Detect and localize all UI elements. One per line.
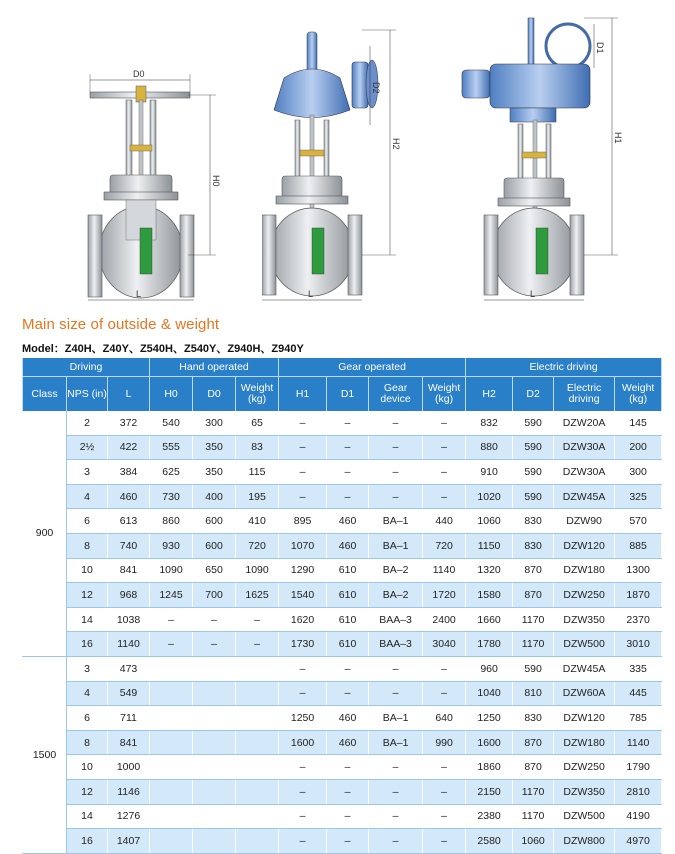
table-cell: 880 — [466, 435, 513, 460]
col-class: Class — [23, 377, 67, 412]
table-cell: 830 — [513, 533, 554, 558]
table-cell — [193, 681, 236, 706]
table-cell: 460 — [327, 706, 369, 731]
col-l: L — [108, 377, 150, 412]
table-cell — [150, 779, 193, 804]
table-cell: DZW90 — [554, 509, 615, 534]
table-cell: 445 — [615, 681, 662, 706]
table-cell: – — [236, 607, 279, 632]
group-driving: Driving — [23, 358, 150, 377]
table-row — [23, 435, 662, 460]
table-cell: 990 — [423, 730, 466, 755]
table-cell: 8 — [67, 533, 108, 558]
table-cell: 1070 — [279, 533, 327, 558]
table-cell — [150, 829, 193, 854]
table-cell: – — [423, 681, 466, 706]
table-cell: 460 — [327, 533, 369, 558]
table-cell: 590 — [513, 460, 554, 485]
table-cell — [150, 706, 193, 731]
hand-operated-valve-drawing — [70, 0, 240, 305]
table-cell — [236, 829, 279, 854]
table-cell: 3040 — [423, 632, 466, 657]
table-cell: 711 — [108, 706, 150, 731]
table-cell: 830 — [513, 509, 554, 534]
table-cell: DZW250 — [554, 583, 615, 608]
table-cell: 2370 — [615, 607, 662, 632]
table-cell — [193, 829, 236, 854]
table-cell: – — [369, 435, 423, 460]
table-cell: 1276 — [108, 804, 150, 829]
table-cell: – — [193, 632, 236, 657]
table-cell — [236, 706, 279, 731]
table-cell: – — [150, 632, 193, 657]
table-cell: – — [150, 607, 193, 632]
table-cell: – — [369, 804, 423, 829]
table-cell — [236, 656, 279, 681]
table-cell: – — [327, 435, 369, 460]
table-cell: 10 — [67, 558, 108, 583]
table-cell: 555 — [150, 435, 193, 460]
table-cell: 1150 — [466, 533, 513, 558]
dim-h1-label: H1 — [613, 132, 623, 144]
col-electric-driving: Electric driving — [554, 377, 615, 412]
table-cell: 300 — [193, 411, 236, 435]
col-h1: H1 — [279, 377, 327, 412]
size-weight-table — [22, 358, 662, 854]
table-cell: 870 — [513, 730, 554, 755]
table-cell: 2380 — [466, 804, 513, 829]
table-cell: 65 — [236, 411, 279, 435]
table-cell: 870 — [513, 755, 554, 780]
table-cell: – — [327, 755, 369, 780]
dim-l-label-gear: L — [308, 289, 314, 299]
table-row — [23, 558, 662, 583]
table-cell: BA–1 — [369, 509, 423, 534]
table-cell: 1250 — [466, 706, 513, 731]
table-cell: 841 — [108, 730, 150, 755]
table-cell: 10 — [67, 755, 108, 780]
table-cell: – — [327, 484, 369, 509]
table-cell: 1140 — [423, 558, 466, 583]
table-cell — [193, 755, 236, 780]
table-cell — [193, 656, 236, 681]
model-line: Model：Z40H、Z40Y、Z540H、Z540Y、Z940H、Z940Y — [22, 343, 304, 355]
col-nps: NPS (in) — [67, 377, 108, 412]
table-cell: DZW350 — [554, 779, 615, 804]
table-cell: 1170 — [513, 804, 554, 829]
table-cell: 600 — [193, 533, 236, 558]
dim-d2-label: D2 — [371, 82, 381, 94]
table-cell: 590 — [513, 411, 554, 435]
table-cell: 1040 — [466, 681, 513, 706]
table-column-header-row — [23, 377, 662, 412]
table-cell: 1060 — [513, 829, 554, 854]
table-cell — [150, 656, 193, 681]
table-cell: – — [236, 632, 279, 657]
table-cell: 841 — [108, 558, 150, 583]
table-cell: 740 — [108, 533, 150, 558]
section-title: Main size of outside & weight — [22, 316, 220, 333]
table-cell: 4 — [67, 484, 108, 509]
valve-drawings — [0, 0, 675, 310]
table-cell: BA–1 — [369, 730, 423, 755]
table-cell: BA–2 — [369, 558, 423, 583]
table-cell: 610 — [327, 607, 369, 632]
table-cell: 1720 — [423, 583, 466, 608]
table-cell: – — [279, 460, 327, 485]
table-cell: 785 — [615, 706, 662, 731]
col-d1: D1 — [327, 377, 369, 412]
table-cell: – — [279, 656, 327, 681]
table-cell: BA–2 — [369, 583, 423, 608]
dim-d0-label: D0 — [133, 69, 145, 79]
table-cell: 1170 — [513, 632, 554, 657]
table-cell: – — [369, 656, 423, 681]
table-cell: 960 — [466, 656, 513, 681]
table-cell: 1090 — [150, 558, 193, 583]
table-cell: – — [369, 484, 423, 509]
table-row — [23, 411, 662, 435]
table-cell: DZW500 — [554, 632, 615, 657]
group-hand-operated: Hand operated — [150, 358, 279, 377]
table-cell: 1790 — [615, 755, 662, 780]
table-cell: 372 — [108, 411, 150, 435]
table-cell: – — [279, 411, 327, 435]
table-cell: 460 — [327, 509, 369, 534]
table-cell: – — [423, 484, 466, 509]
table-cell: – — [327, 829, 369, 854]
table-cell: 720 — [236, 533, 279, 558]
table-cell: DZW120 — [554, 706, 615, 731]
table-cell: 1090 — [236, 558, 279, 583]
table-cell: 195 — [236, 484, 279, 509]
table-cell: 2 — [67, 411, 108, 435]
table-cell: DZW500 — [554, 804, 615, 829]
table-cell: – — [369, 829, 423, 854]
table-cell: 14 — [67, 804, 108, 829]
table-cell: BAA–3 — [369, 607, 423, 632]
table-cell: – — [423, 804, 466, 829]
table-row — [23, 656, 662, 681]
table-cell: 549 — [108, 681, 150, 706]
dim-d1-label: D1 — [595, 42, 605, 54]
col-weight-hand: Weight (kg) — [236, 377, 279, 412]
table-cell: 422 — [108, 435, 150, 460]
table-cell: 16 — [67, 829, 108, 854]
table-row — [23, 607, 662, 632]
table-cell: – — [279, 804, 327, 829]
table-cell: 610 — [327, 583, 369, 608]
table-cell: 968 — [108, 583, 150, 608]
table-cell: 2580 — [466, 829, 513, 854]
table-body — [23, 411, 662, 853]
table-cell: 6 — [67, 509, 108, 534]
table-cell: 200 — [615, 435, 662, 460]
table-cell: 8 — [67, 730, 108, 755]
table-cell: 12 — [67, 583, 108, 608]
col-h0: H0 — [150, 377, 193, 412]
table-cell: 540 — [150, 411, 193, 435]
table-cell: 570 — [615, 509, 662, 534]
table-cell: 473 — [108, 656, 150, 681]
table-cell: 600 — [193, 509, 236, 534]
table-cell: – — [369, 681, 423, 706]
table-cell — [236, 730, 279, 755]
table-cell: 83 — [236, 435, 279, 460]
table-cell: 2150 — [466, 779, 513, 804]
table-cell: 2810 — [615, 779, 662, 804]
table-row — [23, 460, 662, 485]
table-row — [23, 583, 662, 608]
table-cell: 1860 — [466, 755, 513, 780]
table-cell — [150, 681, 193, 706]
table-cell: – — [423, 829, 466, 854]
table-cell: 810 — [513, 681, 554, 706]
table-row — [23, 681, 662, 706]
class-cell: 900 — [23, 411, 67, 656]
dim-h0-label: H0 — [211, 175, 221, 187]
table-cell — [150, 755, 193, 780]
col-h2: H2 — [466, 377, 513, 412]
table-cell: 3 — [67, 460, 108, 485]
table-cell: BAA–3 — [369, 632, 423, 657]
table-cell: DZW800 — [554, 829, 615, 854]
table-cell: – — [423, 460, 466, 485]
table-cell: DZW45A — [554, 484, 615, 509]
table-cell: – — [369, 779, 423, 804]
table-cell: 1245 — [150, 583, 193, 608]
table-cell: 590 — [513, 484, 554, 509]
table-row — [23, 706, 662, 731]
table-cell: 870 — [513, 558, 554, 583]
table-cell: – — [423, 755, 466, 780]
table-cell: – — [423, 656, 466, 681]
table-cell: 930 — [150, 533, 193, 558]
table-cell: 590 — [513, 435, 554, 460]
table-cell: – — [327, 411, 369, 435]
table-row — [23, 779, 662, 804]
dim-l-label-electric: L — [530, 289, 536, 299]
table-cell: DZW250 — [554, 755, 615, 780]
table-cell: 145 — [615, 411, 662, 435]
table-cell: – — [423, 779, 466, 804]
table-cell: 830 — [513, 706, 554, 731]
table-cell: DZW30A — [554, 460, 615, 485]
table-cell: 3010 — [615, 632, 662, 657]
table-cell: 1620 — [279, 607, 327, 632]
table-cell: – — [279, 681, 327, 706]
table-cell: 16 — [67, 632, 108, 657]
table-cell: 1250 — [279, 706, 327, 731]
table-cell: 3 — [67, 656, 108, 681]
table-cell: DZW120 — [554, 533, 615, 558]
table-cell: DZW45A — [554, 656, 615, 681]
table-cell: 440 — [423, 509, 466, 534]
table-cell: 1020 — [466, 484, 513, 509]
table-cell: – — [327, 460, 369, 485]
table-cell — [193, 804, 236, 829]
table-cell: 1060 — [466, 509, 513, 534]
table-cell: 613 — [108, 509, 150, 534]
table-cell: 384 — [108, 460, 150, 485]
table-cell: 625 — [150, 460, 193, 485]
table-row — [23, 484, 662, 509]
table-cell — [236, 779, 279, 804]
table-cell: 1600 — [466, 730, 513, 755]
table-cell — [236, 804, 279, 829]
table-cell: 720 — [423, 533, 466, 558]
gear-operated-valve-drawing — [262, 0, 432, 305]
table-cell: 1625 — [236, 583, 279, 608]
group-gear-operated: Gear operated — [279, 358, 466, 377]
table-cell: 12 — [67, 779, 108, 804]
table-cell: 1000 — [108, 755, 150, 780]
table-cell: 1780 — [466, 632, 513, 657]
table-cell: – — [279, 755, 327, 780]
table-cell — [193, 706, 236, 731]
table-cell: 640 — [423, 706, 466, 731]
table-cell: 335 — [615, 656, 662, 681]
table-cell: – — [369, 411, 423, 435]
class-cell: 1500 — [23, 656, 67, 853]
table-cell: 1170 — [513, 607, 554, 632]
table-cell: 1140 — [108, 632, 150, 657]
table-cell: 460 — [108, 484, 150, 509]
table-cell: 2400 — [423, 607, 466, 632]
table-cell: 4970 — [615, 829, 662, 854]
table-cell: 895 — [279, 509, 327, 534]
table-cell: 730 — [150, 484, 193, 509]
table-cell: 910 — [466, 460, 513, 485]
table-cell: DZW180 — [554, 730, 615, 755]
table-cell: – — [327, 681, 369, 706]
table-row — [23, 509, 662, 534]
table-cell: 860 — [150, 509, 193, 534]
table-cell: 4190 — [615, 804, 662, 829]
table-cell: 1730 — [279, 632, 327, 657]
table-row — [23, 829, 662, 854]
table-cell: BA–1 — [369, 533, 423, 558]
table-cell: 1146 — [108, 779, 150, 804]
table-cell: 4 — [67, 681, 108, 706]
table-cell: 1540 — [279, 583, 327, 608]
table-cell: DZW350 — [554, 607, 615, 632]
table-cell: – — [423, 411, 466, 435]
table-row — [23, 755, 662, 780]
col-d2: D2 — [513, 377, 554, 412]
table-cell: 1580 — [466, 583, 513, 608]
table-cell: 610 — [327, 558, 369, 583]
table-cell: 1170 — [513, 779, 554, 804]
table-cell: 832 — [466, 411, 513, 435]
electric-driving-valve-drawing — [460, 0, 635, 305]
dim-l-label: L — [136, 289, 142, 299]
table-cell: 1320 — [466, 558, 513, 583]
table-cell: 14 — [67, 607, 108, 632]
table-cell: 6 — [67, 706, 108, 731]
table-cell: DZW60A — [554, 681, 615, 706]
table-cell: 2½ — [67, 435, 108, 460]
table-cell — [193, 779, 236, 804]
table-row — [23, 730, 662, 755]
table-cell: 300 — [615, 460, 662, 485]
table-cell: 1140 — [615, 730, 662, 755]
table-cell: BA–1 — [369, 706, 423, 731]
table-cell: 410 — [236, 509, 279, 534]
table-cell: – — [327, 779, 369, 804]
table-cell: DZW180 — [554, 558, 615, 583]
table-cell: 885 — [615, 533, 662, 558]
table-cell: – — [279, 484, 327, 509]
col-d0: D0 — [193, 377, 236, 412]
table-cell: – — [327, 656, 369, 681]
table-row — [23, 533, 662, 558]
table-cell — [150, 804, 193, 829]
table-cell: – — [423, 435, 466, 460]
col-gear-device: Gear device — [369, 377, 423, 412]
table-cell — [236, 755, 279, 780]
table-cell: 1600 — [279, 730, 327, 755]
table-cell: – — [369, 460, 423, 485]
table-cell: – — [279, 779, 327, 804]
table-cell: 460 — [327, 730, 369, 755]
table-cell: 1038 — [108, 607, 150, 632]
table-cell: 870 — [513, 583, 554, 608]
table-cell: 650 — [193, 558, 236, 583]
table-cell: 1290 — [279, 558, 327, 583]
table-cell: 1870 — [615, 583, 662, 608]
col-weight-gear: Weight (kg) — [423, 377, 466, 412]
table-cell: 1407 — [108, 829, 150, 854]
table-cell: 610 — [327, 632, 369, 657]
table-cell: 1300 — [615, 558, 662, 583]
dim-h2-label: H2 — [391, 138, 401, 150]
table-cell: 350 — [193, 435, 236, 460]
table-cell: – — [193, 607, 236, 632]
table-cell: DZW20A — [554, 411, 615, 435]
table-cell: 400 — [193, 484, 236, 509]
table-cell: – — [279, 435, 327, 460]
table-cell: – — [279, 829, 327, 854]
table-cell: 115 — [236, 460, 279, 485]
table-cell: 590 — [513, 656, 554, 681]
table-row — [23, 804, 662, 829]
table-cell — [193, 730, 236, 755]
table-cell: – — [369, 755, 423, 780]
table-cell: 325 — [615, 484, 662, 509]
col-weight-electric: Weight (kg) — [615, 377, 662, 412]
table-cell — [236, 681, 279, 706]
table-group-header-row — [23, 358, 662, 377]
group-electric-driving: Electric driving — [466, 358, 662, 377]
table-row — [23, 632, 662, 657]
table-cell: 1660 — [466, 607, 513, 632]
table-cell: 350 — [193, 460, 236, 485]
table-cell: – — [327, 804, 369, 829]
table-cell — [150, 730, 193, 755]
table-cell: DZW30A — [554, 435, 615, 460]
table-cell: 700 — [193, 583, 236, 608]
